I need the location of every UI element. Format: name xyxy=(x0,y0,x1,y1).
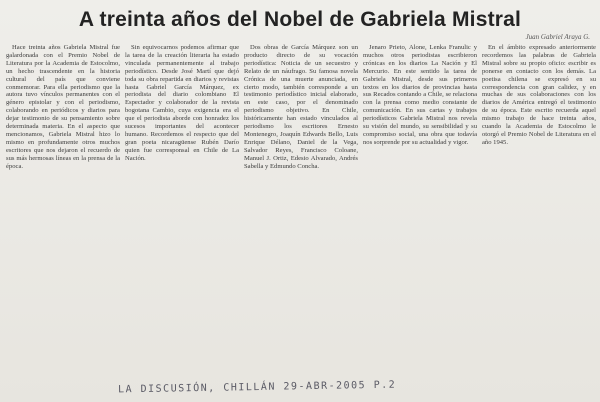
article-body xyxy=(6,44,596,376)
article-column-3: Dos obras de García Márquez son un producto directo de su vocación periodística: Noticia de un secuestro y Relato de un náufrago. Su famosa novela Crónica de una muerte anunciada, en cierto modo, también corresponde a un testimonio periodístico inicial elaborado, en este caso, por el denominado periodismo objetivo. En Chile, históricamente han estado vinculados al periodismo los escritores Ernesto Montenegro, Joaquín Edwards Bello, Luis Enrique Délano, Daniel de la Vega, Salvador Reyes, Francisco Coloane, Manuel J. Ortiz, Edesio Alvarado, Andrés Sabella y Edmundo Concha. xyxy=(244,44,358,170)
article-headline: A treinta años del Nobel de Gabriela Mistral xyxy=(78,8,522,31)
article-column-4: Jenaro Prieto, Alone, Lenka Franulic y muchos otros periodistas escribieron crónicas en los diarios La Nación y El Mercurio. En este sentido la tarea de Gabriela Mistral, desde sus primeros textos en los diarios de provincias hasta sus Recados contando a Chile, se relaciona con la prensa como medio constante de comunicación. En sus cartas y trabajos periodísticos Gabriela Mistral nos revela su visión del mundo, su sensibilidad y su compromiso social, una obra que todavía nos sorprende por su actualidad y vigor. xyxy=(363,44,477,146)
article-column-2: Sin equivocarnos podemos afirmar que la tarea de la creación literaria ha estado vinculada permanentemente al trabajo periodístico. Desde José Martí que dejó toda su obra repartida en diarios y revistas hasta Gabriel García Márquez, ex periodista del diario colombiano El Espectador y colaborador de la revista bogotana Cambio, cuya exigencia era el que el periodista aborde con honradez los sucesos importantes del acontecer humano. Recordemos el respecto que del gran poeta nicaragüense Rubén Darío quien fue corresponsal en Chile de La Nación. xyxy=(125,44,239,162)
clipping-source-annotation: LA DISCUSIÓN, CHILLÁN 29-ABR-2005 P.2 xyxy=(117,379,397,396)
article-byline: Juan Gabriel Araya G. xyxy=(525,33,590,41)
article-column-1: Hace treinta años Gabriela Mistral fue galardonada con el Premio Nobel de Literatura por la Academia de Estocolmo, un hecho trascendente en la historia cultural del país que conviene conmemorar. Para ella periodismo que la autora tuvo vínculos permanentes con el género epistolar y con el periodismo, colaborando en periódicos y diarios para dejar testimonio de su pensamiento sobre determinada materia. En el aspecto que mencionamos, Gabriela Mistral hizo lo mismo en profundamente otros muchos escritores que nos dejaron el recuerdo de sus más hermosas líneas en la prensa de la época. xyxy=(6,44,120,170)
article-column-5: En el ámbito expresado anteriormente recordemos las palabras de Gabriela Mistral sobre su propio oficio: escribir es ponerse en contacto con los demás. La poetisa chilena se expresó en su correspondencia con gran calidez, y en muchas de sus colaboraciones con los diarios de América entregó el testimonio de su época. Este escrito recuerda aquel mismo trabajo de hace treinta años, cuando la Academia de Estocolmo le otorgó el Premio Nobel de Literatura en el año 1945. xyxy=(482,44,596,146)
